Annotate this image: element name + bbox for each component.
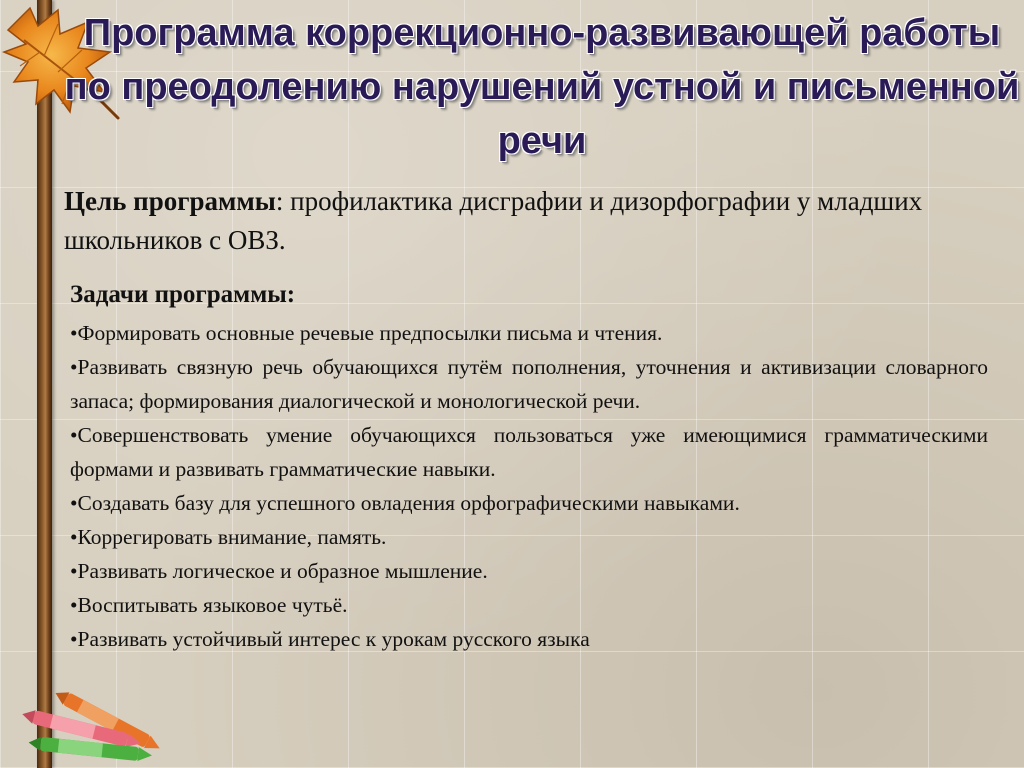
- crayons-icon: [10, 680, 170, 768]
- program-goal: [64, 182, 994, 260]
- task-item: •Формировать основные речевые предпосылки письма и чтения.: [70, 321, 663, 345]
- goal-label: Цель программы: [64, 186, 276, 216]
- program-tasks: [70, 274, 988, 656]
- page-title: Программа коррекционно-развивающей работы по преодолению нарушений устной и письменной речи: [64, 12, 1020, 162]
- task-item: •Воспитывать языковое чутьё.: [70, 593, 348, 617]
- task-item: •Создавать базу для успешного овладения орфографическими навыками.: [70, 491, 740, 515]
- tasks-list: [70, 316, 988, 656]
- tasks-heading: Задачи программы:: [70, 281, 296, 308]
- goal-text: профилактика дисграфии и дизорфографии у младших школьников с ОВЗ.: [64, 186, 923, 255]
- task-item: •Совершенствовать умение обучающихся пользоваться уже имеющимися грамматическими формами и развивать грамматические навыки.: [70, 423, 988, 481]
- goal-separator: :: [275, 186, 284, 216]
- task-item: •Развивать устойчивый интерес к урокам русского языка: [70, 627, 590, 651]
- task-item: •Развивать связную речь обучающихся путём пополнения, уточнения и активизации словарного запаса; формирования диалогической и монологической речи.: [70, 355, 988, 413]
- task-item: •Развивать логическое и образное мышление.: [70, 559, 488, 583]
- task-item: •Коррегировать внимание, память.: [70, 525, 387, 549]
